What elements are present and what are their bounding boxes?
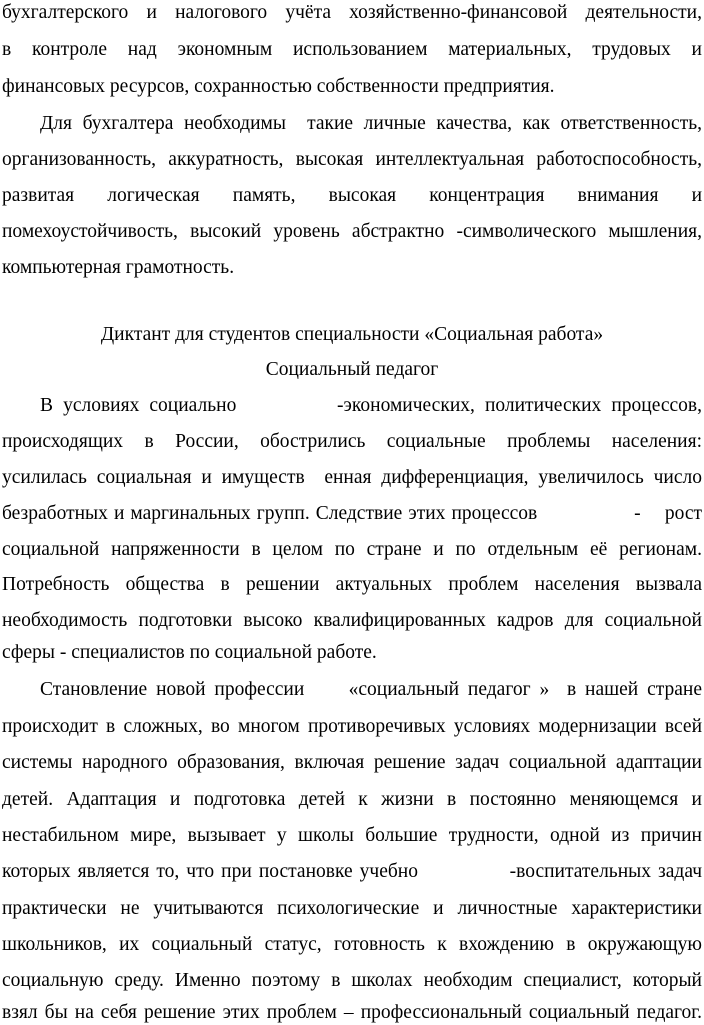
paragraph-4-line-7: практически не учитываются психологические и личностные характеристики (2, 898, 702, 919)
paragraph-2-line-3: развитая логическая память, высокая концентрация внимания и (2, 185, 702, 206)
paragraph-3-line-3: усилилась социальная и имуществ енная дифференциация, увеличилось число (2, 467, 702, 488)
heading-subtitle: Социальный педагог (265, 359, 439, 380)
paragraph-4-line-8: школьников, их социальный статус, готовность к вхождению в окружающую (2, 934, 702, 955)
paragraph-4-line-6: которых является то, что при постановке учебно -воспитательных задач (2, 861, 702, 882)
paragraph-3-line-6: Потребность общества в решении актуальных проблем населения вызвала (2, 574, 702, 595)
paragraph-3-line-1: В условиях социально -экономических, политических процессов, (40, 395, 702, 416)
paragraph-4-line-4: детей. Адаптация и подготовка детей к жизни в постоянно меняющемся и (2, 789, 702, 810)
paragraph-4-line-3: системы народного образования, включая решение задач социальной адаптации (2, 752, 702, 773)
paragraph-2-line-1: Для бухгалтера необходимы такие личные качества, как ответственность, (40, 113, 702, 134)
paragraph-3-line-2: происходящих в России, обострились социальные проблемы населения: (2, 431, 702, 452)
paragraph-3-line-8: сферы - специалистов по социальной работе. (2, 642, 377, 663)
paragraph-4-line-5: нестабильном мире, вызывает у школы большие трудности, одной из причин (2, 825, 702, 846)
paragraph-2-line-4: помехоустойчивость, высокий уровень абстрактно -символического мышления, (2, 221, 702, 242)
paragraph-1-line-3: финансовых ресурсов, сохранностью собственности предприятия. (2, 76, 555, 97)
paragraph-4-line-9: социальную среду. Именно поэтому в школах необходим специалист, который (2, 970, 702, 991)
paragraph-2-line-2: организованность, аккуратность, высокая интеллектуальная работоспособность, (2, 149, 702, 170)
paragraph-3-line-4: безработных и маргинальных групп. Следствие этих процессов - рост (2, 503, 702, 524)
paragraph-2-line-5: компьютерная грамотность. (2, 257, 235, 278)
heading-title: Диктант для студентов специальности «Социальная работа» (100, 324, 604, 345)
paragraph-4-line-2: происходит в сложных, во многом противоречивых условиях модернизации всей (2, 716, 702, 737)
paragraph-1-line-2: в контроле над экономным использованием материальных, трудовых и (2, 39, 702, 60)
paragraph-4-line-10: взял бы на себя решение этих проблем – профессиональный социальный педагог. (2, 1002, 702, 1023)
paragraph-3-line-7: необходимость подготовки высоко квалифицированных кадров для социальной (2, 610, 702, 631)
paragraph-4-line-1: Становление новой профессии «социальный педагог » в нашей стране (40, 679, 702, 700)
paragraph-1-line-1: бухгалтерского и налогового учёта хозяйственно-финансовой деятельности, (2, 2, 702, 23)
paragraph-3-line-5: социальной напряженности в целом по стране и по отдельным её регионам. (2, 539, 702, 560)
